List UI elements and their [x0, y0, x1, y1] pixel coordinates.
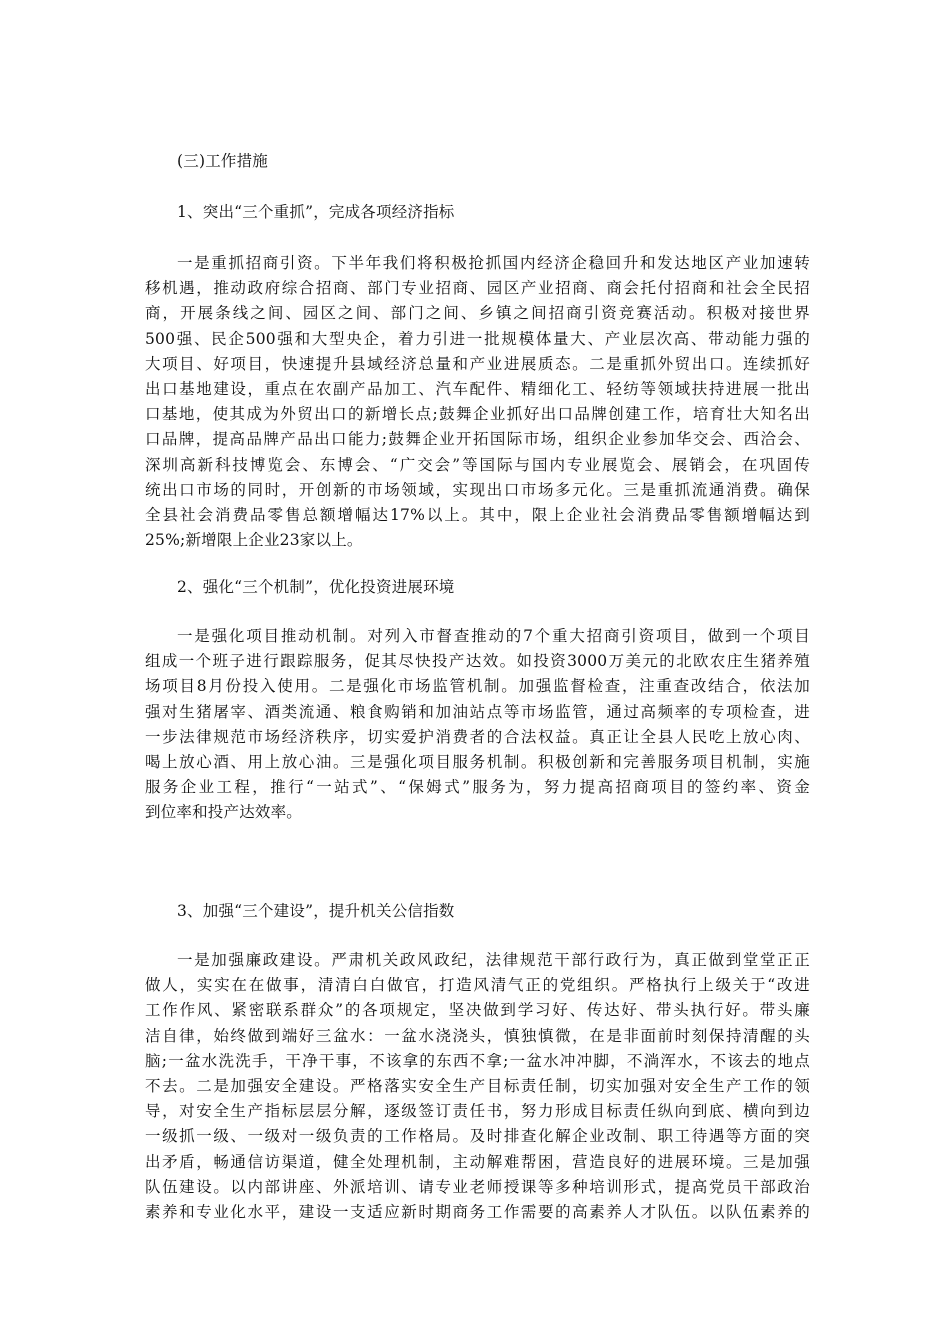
- paragraph-1-line: 全县社会消费品零售总额增幅达17%以上。其中，限上企业社会消费品零售额增幅达到: [145, 505, 810, 524]
- paragraph-2-line: 一是强化项目推动机制。对列入市督查推动的7个重大招商引资项目，做到一个项目: [177, 627, 810, 645]
- paragraph-3-line: 素养和专业化水平，建设一支适应新时期商务工作需要的高素养人才队伍。以队伍素养的: [145, 1202, 810, 1221]
- paragraph-3-line: 导，对安全生产指标层层分解，逐级签订责任书，努力形成目标责任纵向到底、横向到边: [145, 1102, 810, 1121]
- paragraph-2-line: 喝上放心酒、用上放心油。三是强化项目服务机制。积极创新和完善服务项目机制，实施: [145, 752, 810, 771]
- paragraph-1-line: 口品牌，提高品牌产品出口能力;鼓舞企业开拓国际市场，组织企业参加华交会、西洽会、: [145, 430, 810, 449]
- heading-3: [145, 899, 810, 924]
- heading-1-text: 1、突出“三个重抓”，完成各项经济指标: [177, 203, 455, 221]
- paragraph-3-line: 工作作风、紧密联系群众”的各项规定，坚决做到学习好、传达好、带头执行好。带头廉: [145, 1001, 810, 1020]
- paragraph-1-line: 大项目、好项目，快速提升县域经济总量和产业进展质态。二是重抓外贸出口。连续抓好: [145, 354, 810, 373]
- paragraph-2-line: 一步法律规范市场经济秩序，切实爱护消费者的合法权益。真正让全县人民吃上放心肉、: [145, 727, 810, 746]
- paragraph-2: [145, 624, 810, 826]
- paragraph-1: [145, 251, 810, 553]
- paragraph-3-line: 洁自律，始终做到端好三盆水：一盆水浇浇头，慎独慎微，在是非面前时刻保持清醒的头: [145, 1026, 810, 1045]
- heading-2-text: 2、强化“三个机制”，优化投资进展环境: [177, 578, 455, 596]
- paragraph-1-line: 移机遇，推动政府综合招商、部门专业招商、园区产业招商、商会托付招商和社会全民招: [145, 279, 810, 298]
- paragraph-3-line: 做人，实实在在做事，清清白白做官，打造风清气正的党组织。严格执行上级关于“改进: [145, 976, 810, 995]
- paragraph-3-line: 一是加强廉政建设。严肃机关政风政纪，法律规范干部行政行为，真正做到堂堂正正: [177, 951, 810, 969]
- paragraph-2-line: 组成一个班子进行跟踪服务，促其尽快投产达效。如投资3000万美元的北欧农庄生猪养殖: [145, 652, 810, 671]
- paragraph-2-line: 到位率和投产达效率。: [145, 803, 303, 822]
- paragraph-1-line: 出口基地建设，重点在农副产品加工、汽车配件、精细化工、轻纺等领域扶持进展一批出: [145, 379, 810, 398]
- heading-2: [145, 575, 810, 600]
- paragraph-3-line: 队伍建设。以内部讲座、外派培训、请专业老师授课等多种培训形式，提高党员干部政治: [145, 1177, 810, 1196]
- paragraph-3: [145, 948, 810, 1225]
- heading-1: [145, 200, 810, 225]
- paragraph-1-line: 一是重抓招商引资。下半年我们将积极抢抓国内经济企稳回升和发达地区产业加速转: [177, 254, 810, 272]
- paragraph-2-line: 服务企业工程，推行“一站式”、“保姆式”服务为，努力提高招商项目的签约率、资金: [145, 778, 810, 797]
- paragraph-2-line: 强对生猪屠宰、酒类流通、粮食购销和加油站点等市场监管，通过高频率的专项检查，进: [145, 702, 810, 721]
- paragraph-1-line: 口基地，使其成为外贸出口的新增长点;鼓舞企业抓好出口品牌创建工作，培育壮大知名出: [145, 405, 810, 424]
- paragraph-1-line: 统出口市场的同时，开创新的市场领域，实现出口市场多元化。三是重抓流通消费。确保: [145, 480, 810, 499]
- paragraph-2-line: 场项目8月份投入使用。二是强化市场监管机制。加强监督检查，注重查改结合，依法加: [145, 677, 810, 696]
- paragraph-1-line: 深圳高新科技博览会、东博会、“广交会”等国际与国内专业展览会、展销会，在巩固传: [145, 455, 810, 474]
- paragraph-1-line: 25%;新增限上企业23家以上。: [145, 531, 363, 550]
- paragraph-3-line: 出矛盾，畅通信访渠道，健全处理机制，主动解难帮困，营造良好的进展环境。三是加强: [145, 1152, 810, 1171]
- paragraph-1-line: 商，开展条线之间、园区之间、部门之间、乡镇之间招商引资竞赛活动。积极对接世界: [145, 304, 810, 323]
- section-heading-text: (三)工作措施: [177, 152, 268, 170]
- paragraph-1-line: 500强、民企500强和大型央企，着力引进一批规模体量大、产业层次高、带动能力强的: [145, 329, 810, 348]
- paragraph-3-line: 不去。二是加强安全建设。严格落实安全生产目标责任制，切实加强对安全生产工作的领: [145, 1076, 810, 1095]
- paragraph-3-line: 一级抓一级、一级对一级负责的工作格局。及时排查化解企业改制、职工待遇等方面的突: [145, 1127, 810, 1146]
- heading-3-text: 3、加强“三个建设”，提升机关公信指数: [177, 902, 455, 920]
- section-heading: [145, 149, 810, 174]
- paragraph-3-line: 脑;一盆水洗洗手，干净干事，不该拿的东西不拿;一盆水冲冲脚，不淌浑水，不该去的地点: [145, 1051, 810, 1070]
